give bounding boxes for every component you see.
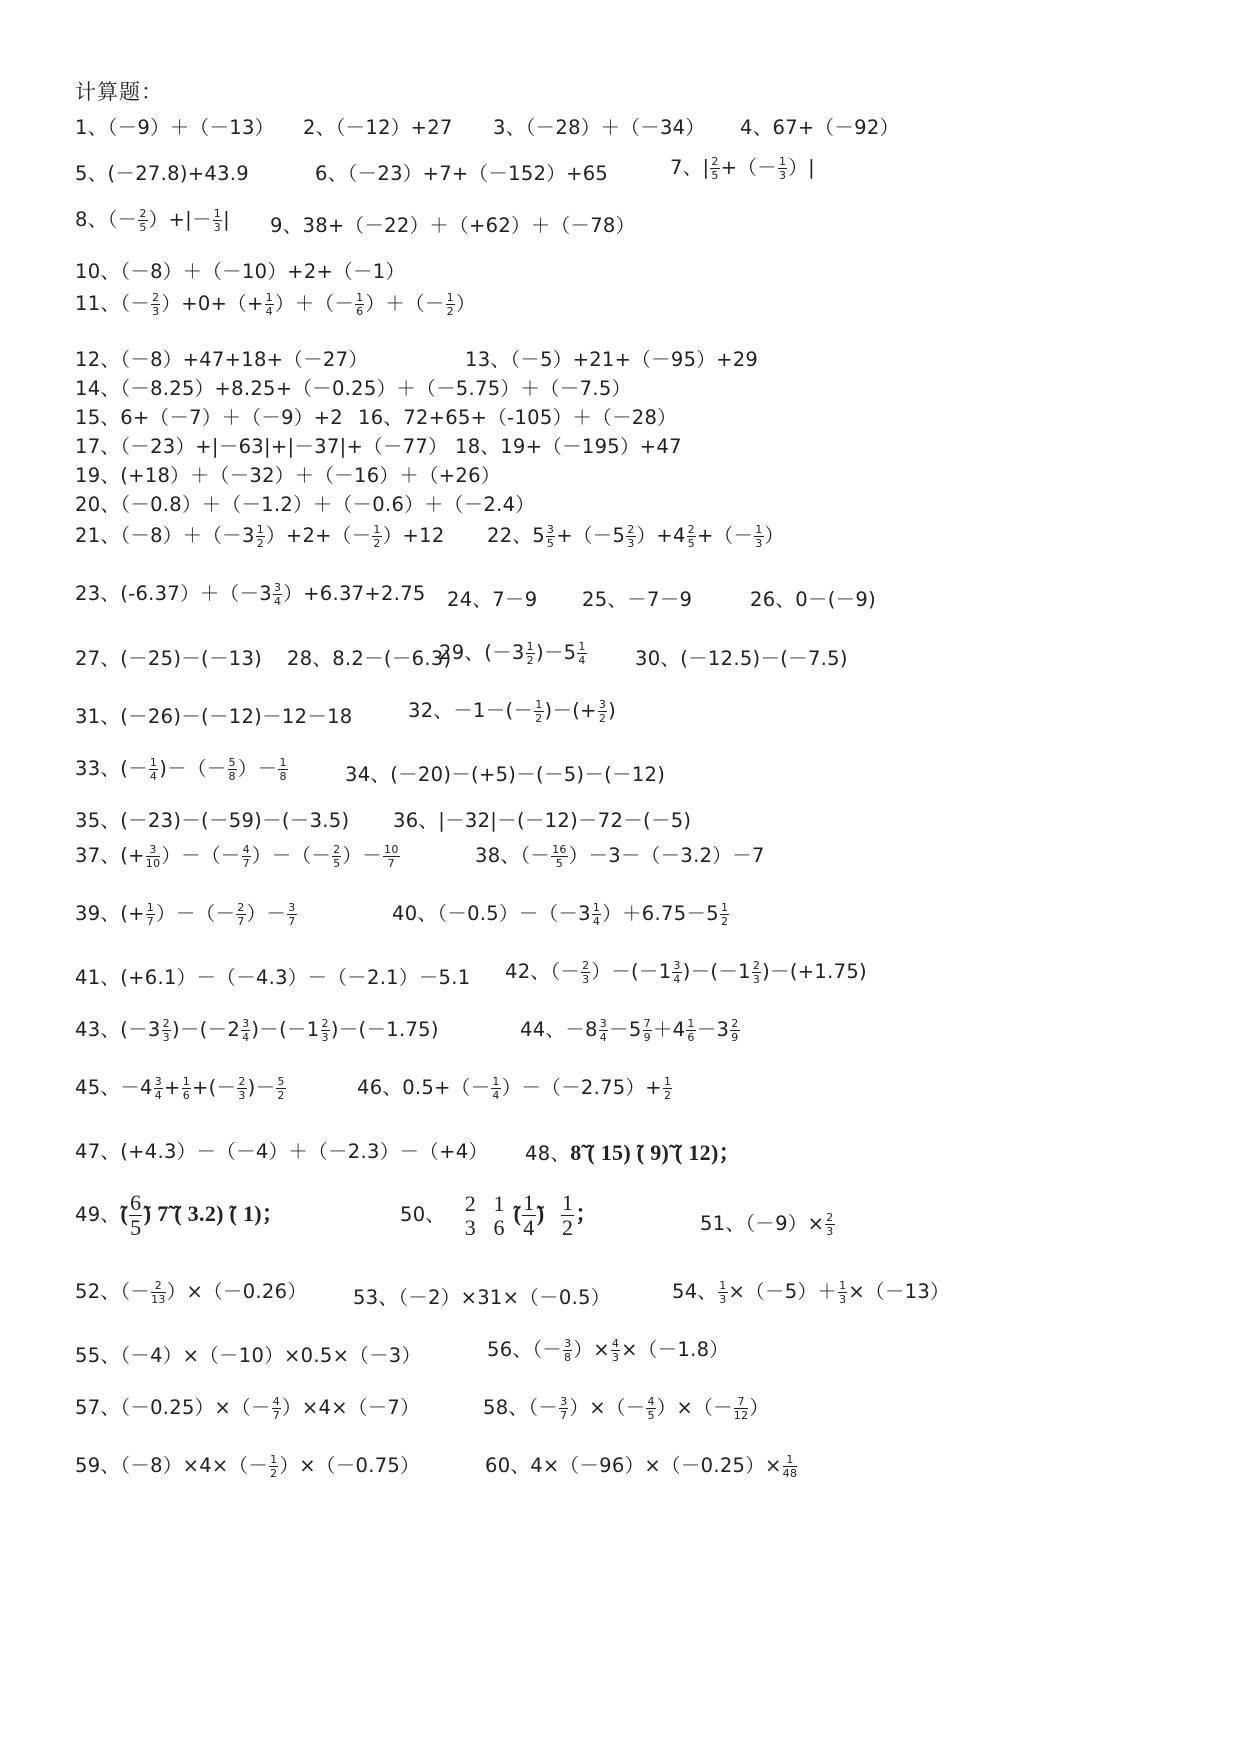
problem-20: 20、（－0.8）＋（－1.2）＋（－0.6）＋（－2.4） <box>75 493 536 516</box>
problem-24: 24、7－9 <box>447 588 538 611</box>
problem-11: 11、（－ $\frac{2}{3}$ ）+0+（+ $\frac{1}{4}$ ）＋（－ $\frac{1}{6}$ ）＋（－ $\frac{1}{2}$ ） <box>75 291 476 318</box>
problem-22: 22、5 $\frac{3}{5}$ +（－5 $\frac{2}{3}$ ）+4 $\frac{2}{5}$ +（－ $\frac{1}{3}$ ） <box>487 523 785 550</box>
problem-36: 36、|－32|－(－12)－72－(－5) <box>393 809 692 832</box>
problem-37: 37、(+ $\frac{3}{10}$ ）－（－ $\frac{4}{7}$ ）－（－ $\frac{2}{5}$ ）－ $\frac{10}{7}$ <box>75 843 399 870</box>
problem-31: 31、(－26)－(－12)－12－18 <box>75 705 353 728</box>
problem-39: 39、(+ $\frac{1}{7}$ ）－（－ $\frac{2}{7}$ ）－ $\frac{3}{7}$ <box>75 901 296 928</box>
problem-44: 44、－8 $\frac{3}{4}$ －5 $\frac{7}{9}$ ＋4 $\frac{1}{6}$ －3 $\frac{2}{9}$ <box>520 1017 739 1044</box>
problem-14: 14、（－8.25）+8.25+（－0.25）＋（－5.75）＋（－7.5） <box>75 377 632 400</box>
problem-15: 15、6+（－7）＋（－9）+2 <box>75 406 343 429</box>
problem-2: 2、（－12）+27 <box>303 116 453 139</box>
problem-50: 50、 2 3 1 6 ̃( $\frac{1}{4}$ ̃) $\frac{1}{2}$ ； <box>400 1190 598 1240</box>
problem-7: 7、| $\frac{2}{5}$ +（－ $\frac{1}{3}$ ）| <box>670 155 815 182</box>
problem-27: 27、(－25)－(－13) <box>75 647 263 670</box>
problem-32: 32、－1－(－ $\frac{1}{2}$ )－(+ $\frac{3}{2}$ ) <box>408 698 617 725</box>
problem-45: 45、－4 $\frac{3}{4}$ + $\frac{1}{6}$ +(－ $\frac{2}{3}$ )－ $\frac{5}{2}$ <box>75 1075 285 1102</box>
problem-25: 25、－7－9 <box>582 588 693 611</box>
page-title: 计算题： <box>75 80 163 104</box>
problem-38: 38、（－ $\frac{16}{5}$ ）－3－（－3.2）－7 <box>475 843 765 870</box>
problem-41: 41、(+6.1）－（－4.3）－（－2.1）－5.1 <box>75 966 471 989</box>
problem-47: 47、(+4.3）－（－4）＋（－2.3）－（+4） <box>75 1140 489 1163</box>
problem-33: 33、(－ $\frac{1}{4}$ )－（－ $\frac{5}{8}$ ）－ $\frac{1}{8}$ <box>75 756 287 783</box>
problem-26: 26、0－(－9) <box>750 588 877 611</box>
problem-17: 17、（－23）+|－63|+|－37|+（－77） <box>75 435 448 458</box>
problem-58: 58、（－ $\frac{3}{7}$ ）×（－ $\frac{4}{5}$ ）×（－ $\frac{7}{12}$ ） <box>483 1395 770 1422</box>
problem-49: 49、̃( $\frac{6}{5}$ ̃) 7̃ ̃( 3.2) ̃( 1)； <box>75 1190 285 1240</box>
problem-56: 56、（－ $\frac{3}{8}$ ）× $\frac{4}{3}$ ×（－1.8） <box>487 1337 730 1364</box>
problem-12: 12、（－8）+47+18+（－27） <box>75 348 369 371</box>
problem-51: 51、（－9）× $\frac{2}{3}$ <box>700 1211 834 1238</box>
problem-42: 42、（－ $\frac{2}{3}$ ）－(－1 $\frac{3}{4}$ )－(－1 $\frac{2}{3}$ )－(+1.75) <box>505 959 867 986</box>
problem-8: 8、（－ $\frac{2}{5}$ ）+|－ $\frac{1}{3}$ | <box>75 207 230 234</box>
problem-4: 4、67+（－92） <box>740 116 900 139</box>
problem-34: 34、(－20)－(+5)－(－5)－(－12) <box>345 763 666 786</box>
problem-57: 57、（－0.25）×（－ $\frac{4}{7}$ ）×4×（－7） <box>75 1395 420 1422</box>
problem-6: 6、（－23）+7+（－152）+65 <box>315 162 609 185</box>
problem-5: 5、(－27.8)+43.9 <box>75 162 249 185</box>
problem-13: 13、（－5）+21+（－95）+29 <box>465 348 759 371</box>
problem-55: 55、（－4）×（－10）×0.5×（－3） <box>75 1344 422 1367</box>
problem-35: 35、(－23)－(－59)－(－3.5) <box>75 809 350 832</box>
problem-40: 40、（－0.5）－（－3 $\frac{1}{4}$ ）＋6.75－5 $\frac{1}{2}$ <box>392 901 729 928</box>
problem-19: 19、(+18）＋（－32）＋（－16）＋（+26） <box>75 464 501 487</box>
problem-21: 21、（－8）＋（－3 $\frac{1}{2}$ ）+2+（－ $\frac{1}{2}$ ）+12 <box>75 523 445 550</box>
problem-53: 53、（－2）×31×（－0.5） <box>353 1286 611 1309</box>
problem-52: 52、（－ $\frac{2}{13}$ ）×（－0.26） <box>75 1279 308 1306</box>
problem-1: 1、（－9）＋（－13） <box>75 116 275 139</box>
problem-60: 60、4×（－96）×（－0.25）× $\frac{1}{48}$ <box>485 1453 798 1480</box>
problem-28: 28、8.2－(－6.3) <box>287 647 452 670</box>
problem-16: 16、72+65+（-105）＋（－28） <box>358 406 677 429</box>
problem-48: 48、8̃ ̃( 15) ̃( 9)̃ ̃( 12)； <box>525 1140 741 1165</box>
problem-3: 3、（－28）＋（－34） <box>493 116 706 139</box>
problem-29: 29、(－3 $\frac{1}{2}$ )－5 $\frac{1}{4}$ <box>439 640 586 667</box>
problem-59: 59、（－8）×4×（－ $\frac{1}{2}$ ）×（－0.75） <box>75 1453 420 1480</box>
problem-10: 10、（－8）＋（－10）+2+（－1） <box>75 260 406 283</box>
problem-43: 43、(－3 $\frac{2}{3}$ )－(－2 $\frac{3}{4}$ )－(－1 $\frac{2}{3}$ )－(－1.75) <box>75 1017 439 1044</box>
problem-9: 9、38+（－22）＋（+62）＋（－78） <box>270 214 636 237</box>
problem-23: 23、(-6.37）＋（－3 $\frac{3}{4}$ ）+6.37+2.75 <box>75 581 426 608</box>
problem-18: 18、19+（－195）+47 <box>455 435 682 458</box>
problem-30: 30、(－12.5)－(－7.5) <box>635 647 848 670</box>
problem-46: 46、0.5+（－ $\frac{1}{4}$ ）－（－2.75）+ $\frac{1}{2}$ <box>357 1075 672 1102</box>
problem-54: 54、 $\frac{1}{3}$ ×（－5）＋ $\frac{1}{3}$ ×（－13） <box>672 1279 950 1306</box>
